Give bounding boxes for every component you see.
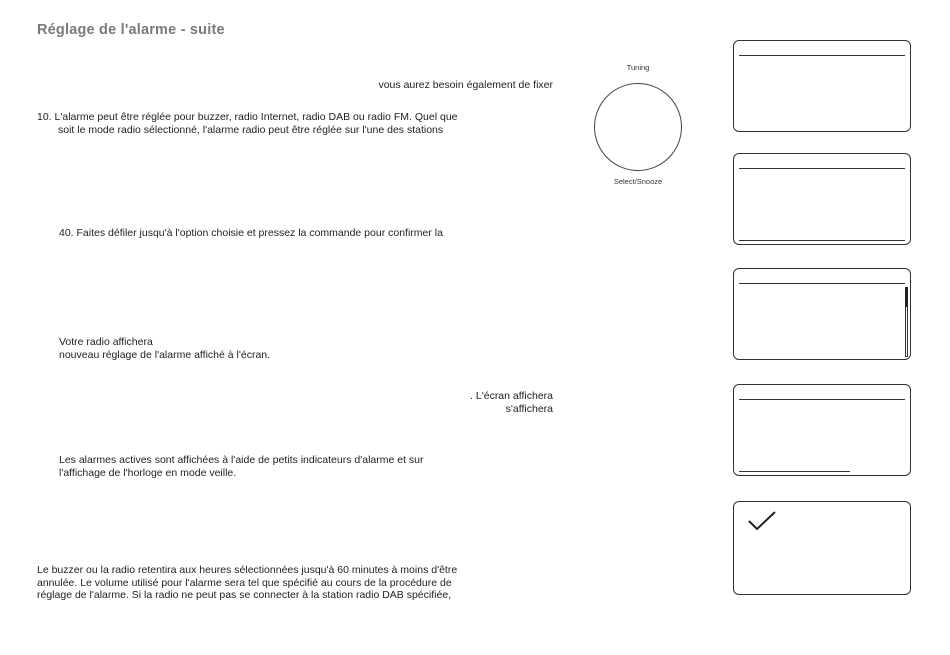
paragraph-fix-time: vous aurez besoin également de fixer xyxy=(378,79,553,91)
paragraph-active-alarms-line1: Les alarmes actives sont affichées à l'aide de petits indicateurs d'alarme et sur xyxy=(59,454,424,466)
display-header-line xyxy=(739,168,905,169)
paragraph-buzzer-info xyxy=(37,564,553,602)
knob-top-label: Tuning xyxy=(626,63,650,72)
display-scrollbar-thumb xyxy=(905,287,908,307)
display-footer-line xyxy=(739,240,905,241)
paragraph-radio-display-line1: Votre radio affichera xyxy=(59,336,153,348)
paragraph-active-alarms-line2: l'affichage de l'horloge en mode veille. xyxy=(59,466,237,479)
paragraph-radio-display xyxy=(59,336,553,361)
display-screen-5 xyxy=(733,501,911,595)
display-header-line xyxy=(739,55,905,56)
page-heading: Réglage de l'alarme - suite xyxy=(37,22,225,38)
checkmark-icon xyxy=(747,510,777,532)
display-screen-3 xyxy=(733,268,911,360)
display-header-line xyxy=(739,399,905,400)
display-screen-4 xyxy=(733,384,911,476)
paragraph-active-alarms xyxy=(59,454,553,479)
paragraph-alarm-source-line1: 10. L'alarme peut être réglée pour buzzer, radio Internet, radio DAB ou radio FM. Quel que xyxy=(37,111,458,123)
paragraph-alarm-source xyxy=(37,111,553,136)
display-header-line xyxy=(739,283,905,284)
paragraph-screen-display-line1: . L'écran affichera xyxy=(470,390,553,402)
display-footer-line xyxy=(739,471,850,472)
paragraph-buzzer-info-line1: Le buzzer ou la radio retentira aux heures sélectionnées jusqu'à 60 minutes à moins d'être xyxy=(37,564,458,576)
paragraph-scroll-confirm: 40. Faites défiler jusqu'à l'option choisie et pressez la commande pour confirmer la xyxy=(59,227,443,239)
knob-bottom-label: Select/Snooze xyxy=(613,177,663,186)
display-screen-1 xyxy=(733,40,911,132)
paragraph-alarm-source-line2: soit le mode radio sélectionné, l'alarme radio peut être réglée sur l'une des stations xyxy=(58,123,444,136)
paragraph-buzzer-info-line2: annulée. Le volume utilisé pour l'alarme sera tel que spécifié au cours de la procédure de xyxy=(37,576,452,589)
paragraph-screen-display-line2: s'affichera xyxy=(505,402,553,415)
paragraph-radio-display-line2: nouveau réglage de l'alarme affiché à l'écran. xyxy=(59,348,271,361)
paragraph-screen-display xyxy=(300,390,553,415)
display-screen-2 xyxy=(733,153,911,245)
paragraph-buzzer-info-line3: réglage de l'alarme. Si la radio ne peut pas se connecter à la station radio DAB spécifiée, xyxy=(37,589,452,601)
rotary-knob-icon xyxy=(594,83,682,171)
